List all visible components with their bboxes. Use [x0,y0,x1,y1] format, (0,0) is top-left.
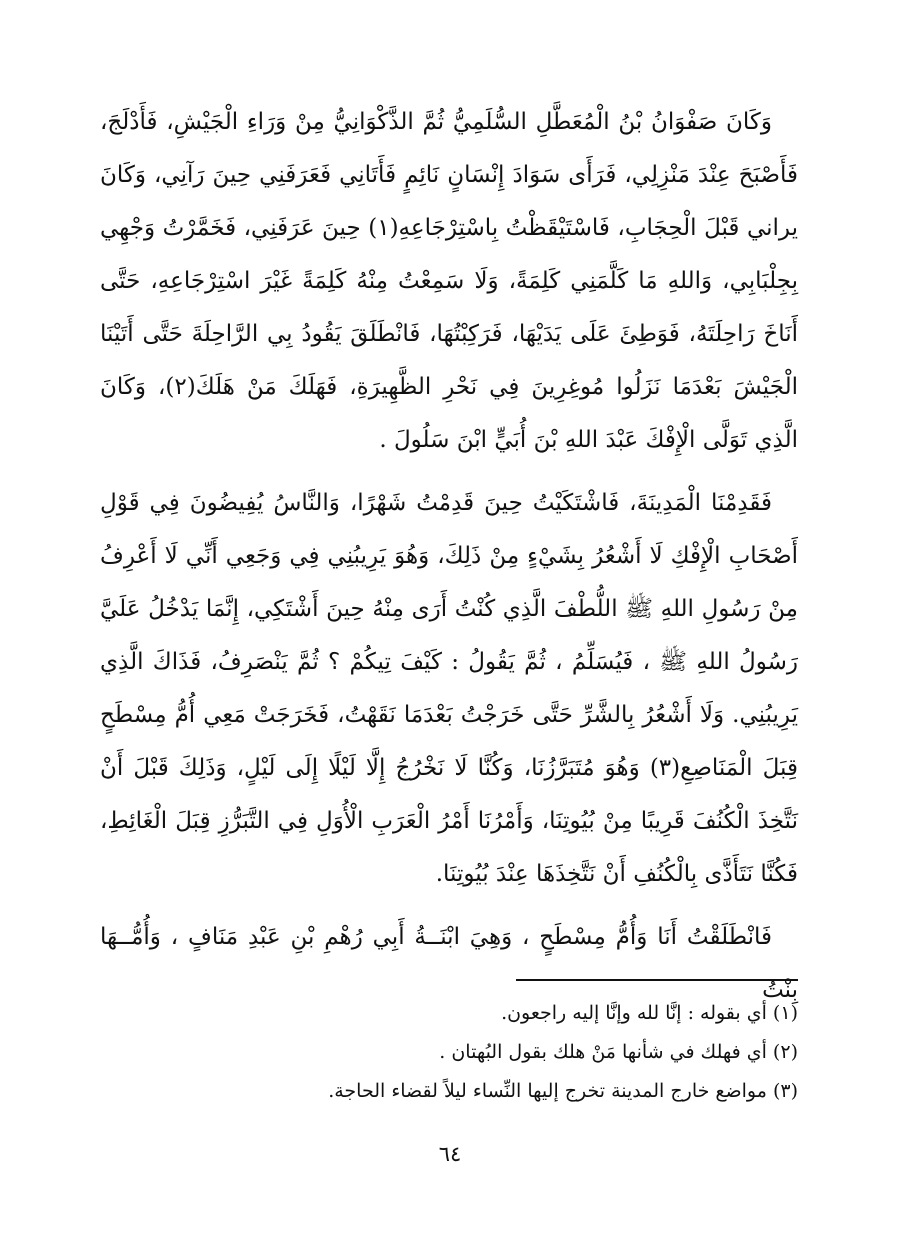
footnote: (٣) مواضع خارج المدينة تخرج إليها النِّساء ليلاً لقضاء الحاجة. [328,1080,798,1102]
main-text [100,96,798,1027]
footnote-divider [516,979,798,981]
footnotes [100,994,798,1111]
paragraph: وَكَانَ صَفْوَانُ بْنُ الْمُعَطَّلِ السُّلَمِيُّ ثُمَّ الذَّكْوَانِيُّ مِنْ وَرَاءِ الْجَيْشِ، فَأَدْلَجَ، فَأَصْبَحَ عِنْدَ مَنْزِلِي، فَرَأَى سَوَادَ إِنْسَانٍ نَائِمٍ فَأَتَانِي فَعَرَفَنِي حِينَ رَآنِي، وَكَانَ يراني قَبْلَ الْحِجَابِ، فَاسْتَيْقَظْتُ بِاسْتِرْجَاعِهِ(١) حِينَ عَرَفَنِي، فَخَمَّرْتُ وَجْهِي بِجِلْبَابِي، وَاللهِ مَا كَلَّمَنِي كَلِمَةً، وَلَا سَمِعْتُ مِنْهُ كَلِمَةً غَيْرَ اسْتِرْجَاعِهِ، حَتَّى أَنَاخَ رَاحِلَتَهُ، فَوَطِئَ عَلَى يَدَيْهَا، فَرَكِبْتُهَا، فَانْطَلَقَ يَقُودُ بِي الرَّاحِلَةَ حَتَّى أَتَيْنَا الْجَيْشَ بَعْدَمَا نَزَلُوا مُوغِرِينَ فِي نَحْرِ الظَّهِيرَةِ، فَهَلَكَ مَنْ هَلَكَ(٢)، وَكَانَ الَّذِي تَوَلَّى الْإِفْكَ عَبْدَ اللهِ بْنَ أُبَيٍّ ابْنَ سَلُولَ . [100,109,798,453]
paragraph: فَقَدِمْنَا الْمَدِينَةَ، فَاشْتَكَيْتُ حِينَ قَدِمْتُ شَهْرًا، وَالنَّاسُ يُفِيضُونَ فِي قَوْلِ أَصْحَابِ الْإِفْكِ لَا أَشْعُرُ بِشَيْءٍ مِنْ ذَلِكَ، وَهُوَ يَرِيبُنِي فِي وَجَعِي أَنِّي لَا أَعْرِفُ مِنْ رَسُولِ اللهِ ﷺ اللُّطْفَ الَّذِي كُنْتُ أَرَى مِنْهُ حِينَ أَشْتَكِي، إِنَّمَا يَدْخُلُ عَلَيَّ رَسُولُ اللهِ ﷺ ، فَيُسَلِّمُ ، ثُمَّ يَقُولُ : كَيْفَ تِيكُمْ ؟ ثُمَّ يَنْصَرِفُ، فَذَاكَ الَّذِي يَرِيبُنِي. وَلَا أَشْعُرُ بِالشَّرِّ حَتَّى خَرَجْتُ بَعْدَمَا نَقَهْتُ، فَخَرَجَتْ مَعِي أُمُّ مِسْطَحٍ قِبَلَ الْمَنَاصِعِ(٣) وَهُوَ مُتَبَرَّزُنَا، وَكُنَّا لَا نَخْرُجُ إِلَّا لَيْلًا إِلَى لَيْلٍ، وَذَلِكَ قَبْلَ أَنْ نَتَّخِذَ الْكُنُفَ قَرِيبًا مِنْ بُيُوتِنَا، وَأَمْرُنَا أَمْرُ الْعَرَبِ الْأُوَلِ فِي التَّبَرُّزِ قِبَلَ الْغَائِطِ، فَكُنَّا نَتَأَذَّى بِالْكُنُفِ أَنْ نَتَّخِذَهَا عِنْدَ بُيُوتِنَا. [100,490,798,887]
footnote: (٢) أي فهلك في شأنها مَنْ هلك بقول البُهتان . [439,1041,798,1063]
footnote: (١) أي بقوله : إنَّا لله وإنَّا إليه راجعون. [501,1002,798,1024]
page-number: ٦٤ [438,1142,462,1166]
paragraph: فَانْطَلَقْتُ أَنَا وَأُمُّ مِسْطَحٍ ، وَهِيَ ابْنَــةُ أَبِي رُهْمِ بْنِ عَبْدِ مَنَافٍ ، وَأُمُّــهَا بِنْتُ [100,924,798,1003]
